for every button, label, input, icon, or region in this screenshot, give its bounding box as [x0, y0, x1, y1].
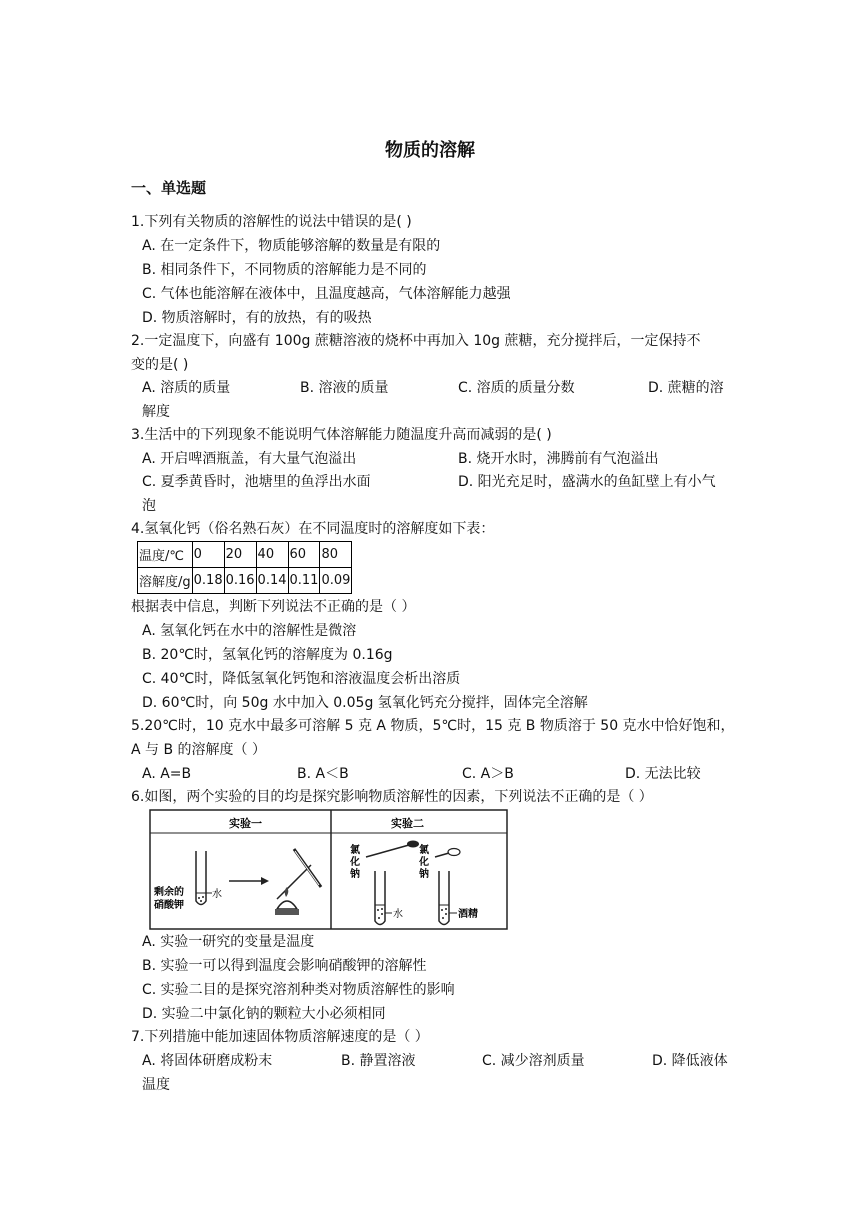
- q5-option-b: B. A＜B: [297, 766, 349, 782]
- q7-option-a: A. 将固体研磨成粉末: [142, 1053, 273, 1069]
- q2-option-a: A. 溶质的质量: [142, 380, 231, 396]
- heating-setup-icon: [275, 849, 321, 915]
- test-tube-icon: [375, 871, 385, 925]
- q5-option-d: D. 无法比较: [625, 766, 701, 782]
- q6-option-b: B. 实验一可以得到温度会影响硝酸钾的溶解性: [142, 958, 427, 974]
- q3-option-c: C. 夏季黄昏时，池塘里的鱼浮出水面: [142, 474, 371, 490]
- q2-stem: 2.一定温度下，向盛有 100g 蔗糖溶液的烧杯中再加入 10g 蔗糖，充分搅拌后，一定保持不: [131, 333, 701, 349]
- table-cell: 0.16: [224, 568, 256, 594]
- table-cell: 0.18: [192, 568, 224, 594]
- q5-stem: 5.20℃时，10 克水中最多可溶解 5 克 A 物质，5℃时，15 克 B 物质溶于 50 克水中恰好饱和，: [131, 718, 735, 734]
- q3-option-b: B. 烧开水时，沸腾前有气泡溢出: [458, 451, 659, 467]
- q7-stem: 7.下列措施中能加速固体物质溶解速度的是（ ）: [131, 1029, 429, 1045]
- alcohol-label: 酒精: [458, 909, 478, 920]
- q3-option-a: A. 开启啤酒瓶盖，有大量气泡溢出: [142, 451, 357, 467]
- q4-option-d: D. 60℃时，向 50g 水中加入 0.05g 氢氧化钙充分搅拌，固体完全溶解: [142, 695, 588, 711]
- q2-stem-cont: 变的是( ): [131, 357, 189, 373]
- table-cell: 60: [288, 542, 320, 568]
- q5-option-c: C. A＞B: [462, 766, 514, 782]
- spoon-icon: [435, 849, 460, 858]
- page-title: 物质的溶解: [385, 140, 475, 161]
- q4-option-a: A. 氢氧化钙在水中的溶解性是微溶: [142, 623, 357, 639]
- water-label: 水: [212, 889, 222, 900]
- q3-stem: 3.生活中的下列现象不能说明气体溶解能力随温度升高而减弱的是( ): [131, 427, 552, 443]
- section-heading: 一、单选题: [131, 179, 207, 197]
- q6-option-c: C. 实验二目的是探究溶剂种类对物质溶解性的影响: [142, 982, 455, 998]
- test-tube-icon: [439, 871, 449, 925]
- q2-option-d-cont: 解度: [142, 404, 170, 420]
- q4-stem: 4.氢氧化钙（俗名熟石灰）在不同温度时的溶解度如下表：: [131, 521, 495, 537]
- q1-option-c: C. 气体也能溶解在液体中，且温度越高，气体溶解能力越强: [142, 286, 511, 302]
- q1-stem: 1.下列有关物质的溶解性的说法中错误的是( ): [131, 214, 412, 230]
- exp2-label: 实验二: [391, 817, 424, 830]
- table-cell: 40: [256, 542, 288, 568]
- q2-option-c: C. 溶质的质量分数: [458, 380, 575, 396]
- q7-option-d: D. 降低液体: [652, 1053, 728, 1069]
- table-cell: 0.14: [256, 568, 288, 594]
- q5-option-a: A. A=B: [142, 766, 192, 782]
- q2-option-b: B. 溶液的质量: [300, 380, 389, 396]
- table-row: [138, 568, 352, 594]
- nacl-label: 氯: [350, 845, 360, 856]
- nacl-label: 化: [350, 857, 360, 868]
- q6-option-d: D. 实验二中氯化钠的颗粒大小必须相同: [142, 1006, 386, 1022]
- nacl-label: 化: [419, 857, 429, 868]
- nacl-label: 钠: [419, 869, 429, 880]
- residue-label: 剩余的: [154, 887, 184, 898]
- table-cell: 0: [192, 542, 224, 568]
- table-cell: 80: [320, 542, 352, 568]
- table-cell: 20: [224, 542, 256, 568]
- q6-option-a: A. 实验一研究的变量是温度: [142, 934, 315, 950]
- q1-option-a: A. 在一定条件下，物质能够溶解的数量是有限的: [142, 238, 441, 254]
- table-cell: 0.09: [320, 568, 352, 594]
- q2-option-d: D. 蔗糖的溶: [648, 380, 724, 396]
- q4-option-b: B. 20℃时，氢氧化钙的溶解度为 0.16g: [142, 647, 393, 663]
- nacl-label: 氯: [419, 845, 429, 856]
- residue-label-2: 硝酸钾: [154, 900, 184, 911]
- table-cell: 温度/℃: [138, 542, 193, 568]
- test-tube-icon: [196, 851, 206, 905]
- table-cell: 溶解度/g: [138, 568, 193, 594]
- arrow-icon: [229, 877, 269, 885]
- q1-option-b: B. 相同条件下，不同物质的溶解能力是不同的: [142, 262, 427, 278]
- spoon-icon: [366, 841, 419, 858]
- q4-prompt: 根据表中信息，判断下列说法不正确的是（ ）: [131, 599, 416, 615]
- water-label: 水: [393, 909, 403, 920]
- q1-option-d: D. 物质溶解时，有的放热，有的吸热: [142, 310, 372, 326]
- table-row: [138, 542, 352, 568]
- nacl-label: 钠: [350, 869, 360, 880]
- table-cell: 0.11: [288, 568, 320, 594]
- exp1-label: 实验一: [229, 817, 262, 830]
- q3-option-d-cont: 泡: [142, 498, 156, 514]
- q7-option-c: C. 减少溶剂质量: [482, 1053, 585, 1069]
- q4-option-c: C. 40℃时，降低氢氧化钙饱和溶液温度会析出溶质: [142, 671, 461, 687]
- solubility-table: [137, 541, 352, 594]
- q3-option-d: D. 阳光充足时，盛满水的鱼缸壁上有小气: [458, 474, 716, 490]
- q7-option-b: B. 静置溶液: [341, 1053, 416, 1069]
- q6-stem: 6.如图，两个实验的目的均是探究影响物质溶解性的因素，下列说法不正确的是（ ）: [131, 789, 653, 805]
- experiment-figure: [149, 809, 509, 931]
- q7-option-d-cont: 温度: [142, 1077, 170, 1093]
- q5-stem-cont: A 与 B 的溶解度（ ）: [131, 742, 266, 758]
